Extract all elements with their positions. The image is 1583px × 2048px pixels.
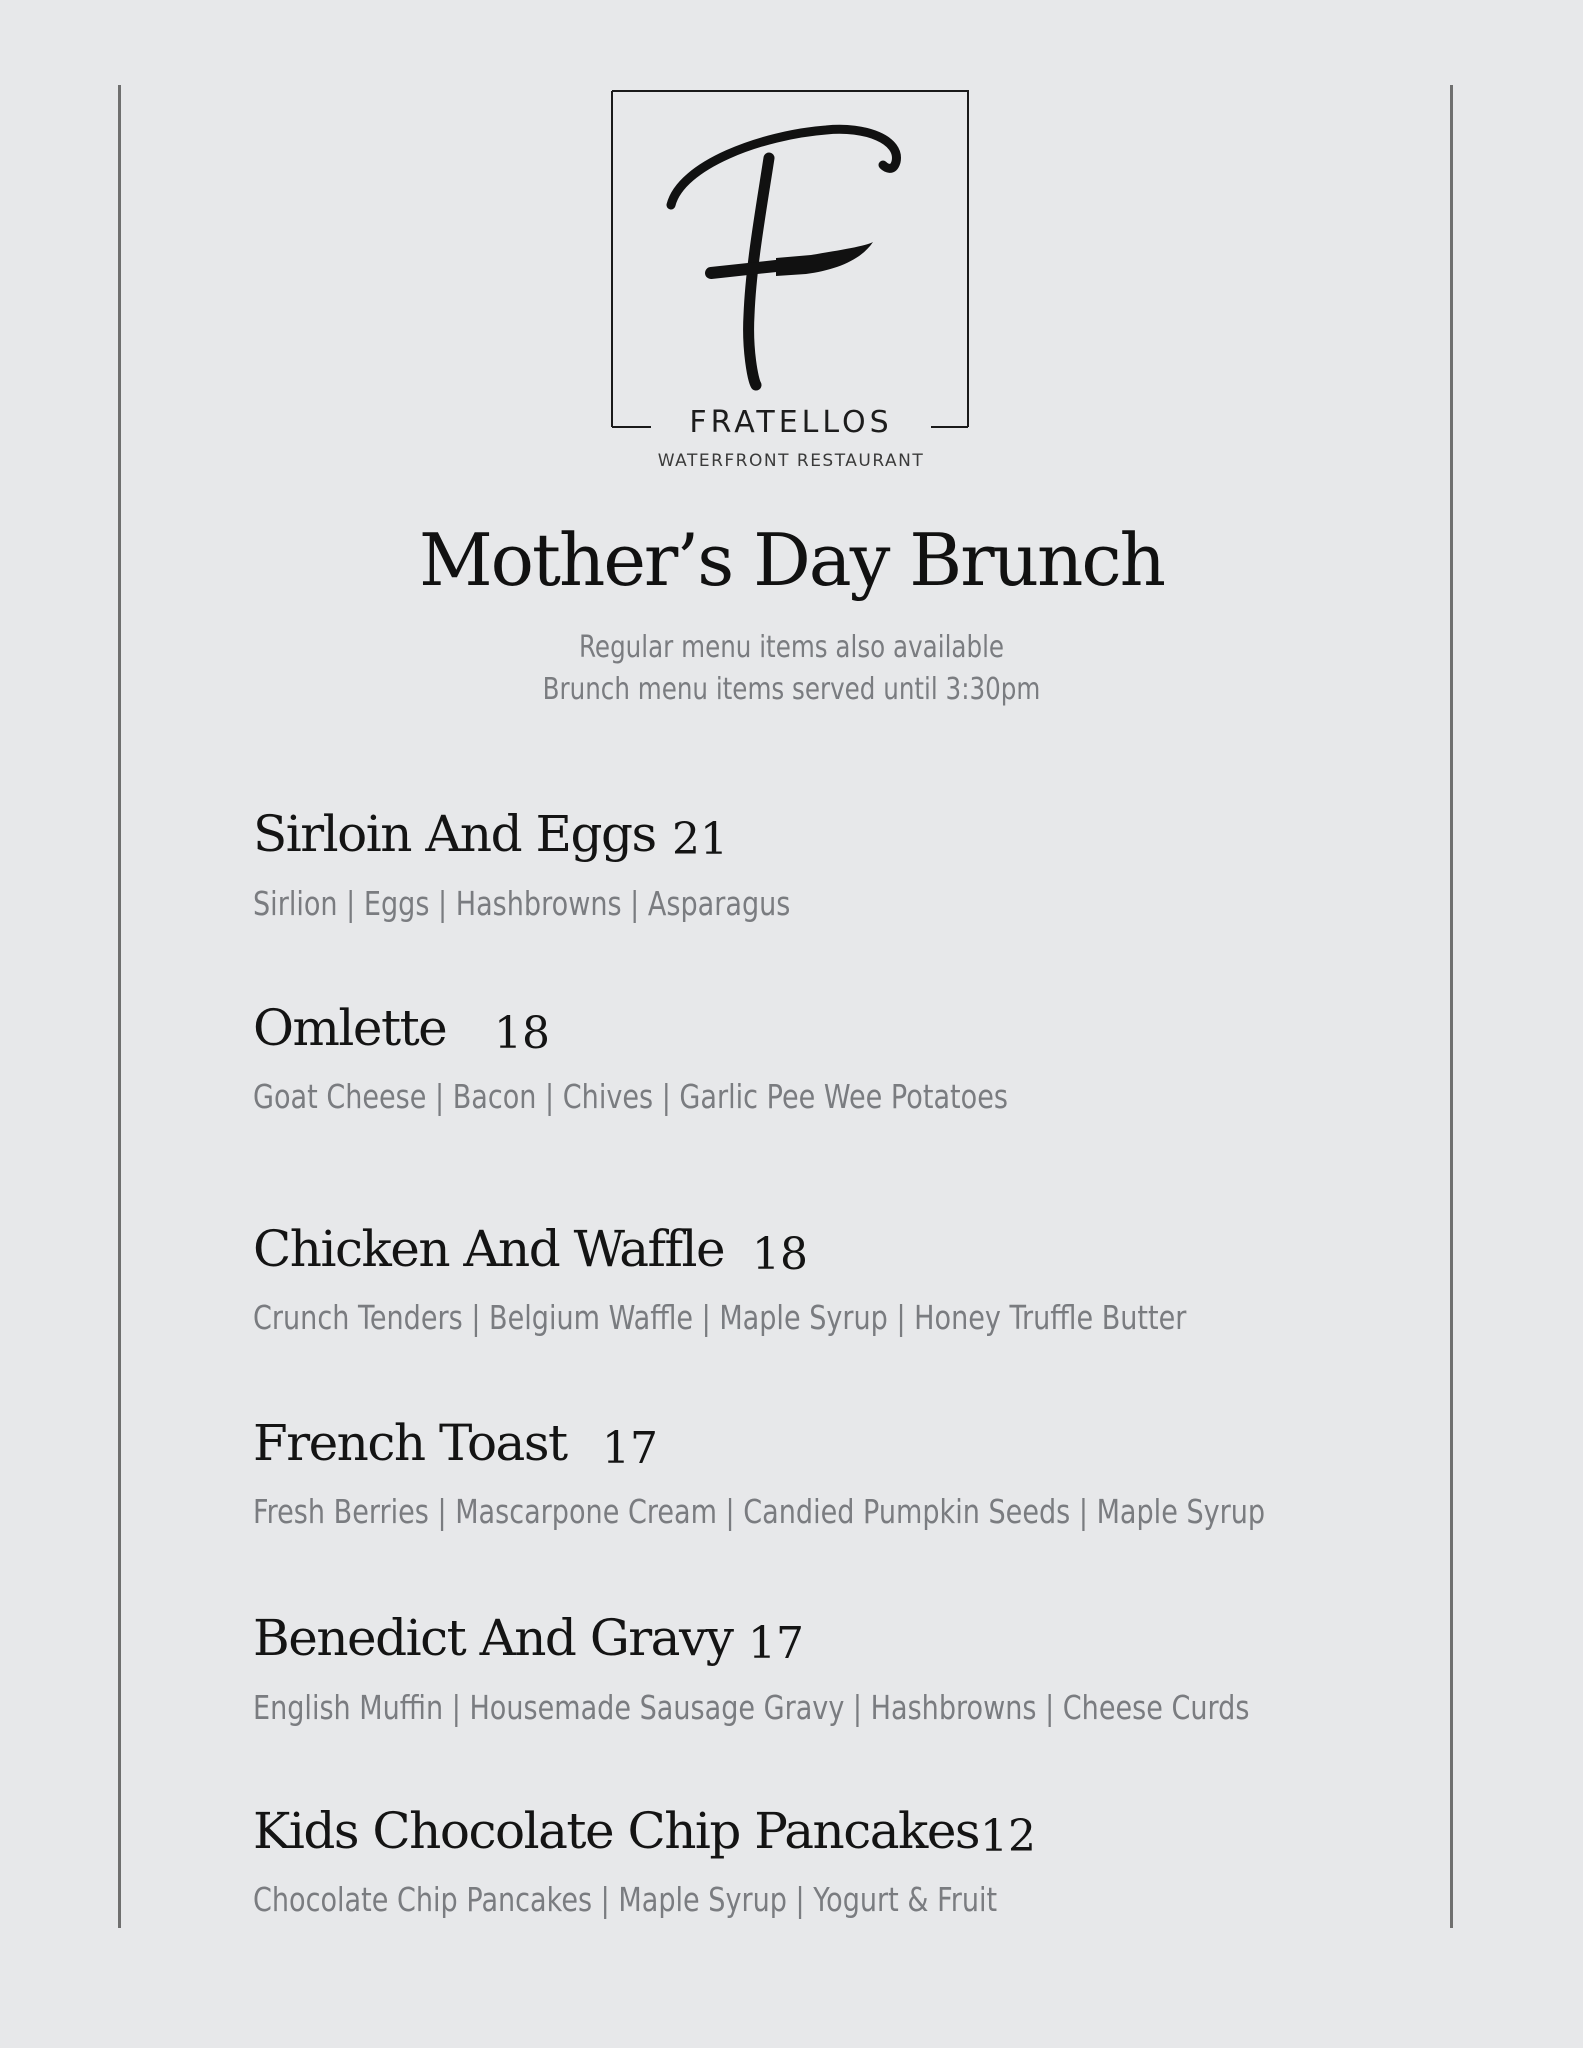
menu-item-description: English Muffin | Housemade Sausage Gravy | Hashbrowns | Cheese Curds <box>253 1688 1250 1727</box>
menu-item-description: Goat Cheese | Bacon | Chives | Garlic Pee Wee Potatoes <box>253 1077 1008 1116</box>
menu-item-price: 18 <box>494 1008 550 1059</box>
menu-item-price: 12 <box>980 1811 1036 1862</box>
left-border-rule <box>118 85 121 1928</box>
menu-item-description: Fresh Berries | Mascarpone Cream | Candied Pumpkin Seeds | Maple Syrup <box>253 1492 1266 1531</box>
menu-item-name: Kids Chocolate Chip Pancakes <box>253 1802 980 1860</box>
menu-item-price: 18 <box>752 1229 808 1280</box>
menu-note: Regular menu items also available <box>578 630 1005 665</box>
menu-item-name: Chicken And Waffle <box>253 1220 725 1278</box>
menu-item-name: Sirloin And Eggs <box>253 805 656 863</box>
brand-subtitle: WATERFRONT RESTAURANT <box>657 451 925 471</box>
menu-item-price: 21 <box>672 814 728 865</box>
menu-item-description: Crunch Tenders | Belgium Waffle | Maple Syrup | Honey Truffle Butter <box>253 1298 1187 1337</box>
page-title: Mother’s Day Brunch <box>418 518 1165 602</box>
menu-item-price: 17 <box>748 1618 804 1669</box>
menu-item-description: Sirlion | Eggs | Hashbrowns | Asparagus <box>253 884 791 923</box>
menu-item-name: Benedict And Gravy <box>253 1609 733 1667</box>
menu-item-price: 17 <box>602 1423 658 1474</box>
menu-item-name: French Toast <box>253 1414 567 1472</box>
right-border-rule <box>1450 85 1453 1928</box>
menu-note: Brunch menu items served until 3:30pm <box>542 672 1041 707</box>
menu-item-description: Chocolate Chip Pancakes | Maple Syrup | Yogurt & Fruit <box>253 1880 998 1919</box>
fratellos-logo-mark <box>611 90 971 440</box>
brand-name: FRATELLOS <box>689 405 893 440</box>
menu-item-name: Omlette <box>253 999 447 1057</box>
